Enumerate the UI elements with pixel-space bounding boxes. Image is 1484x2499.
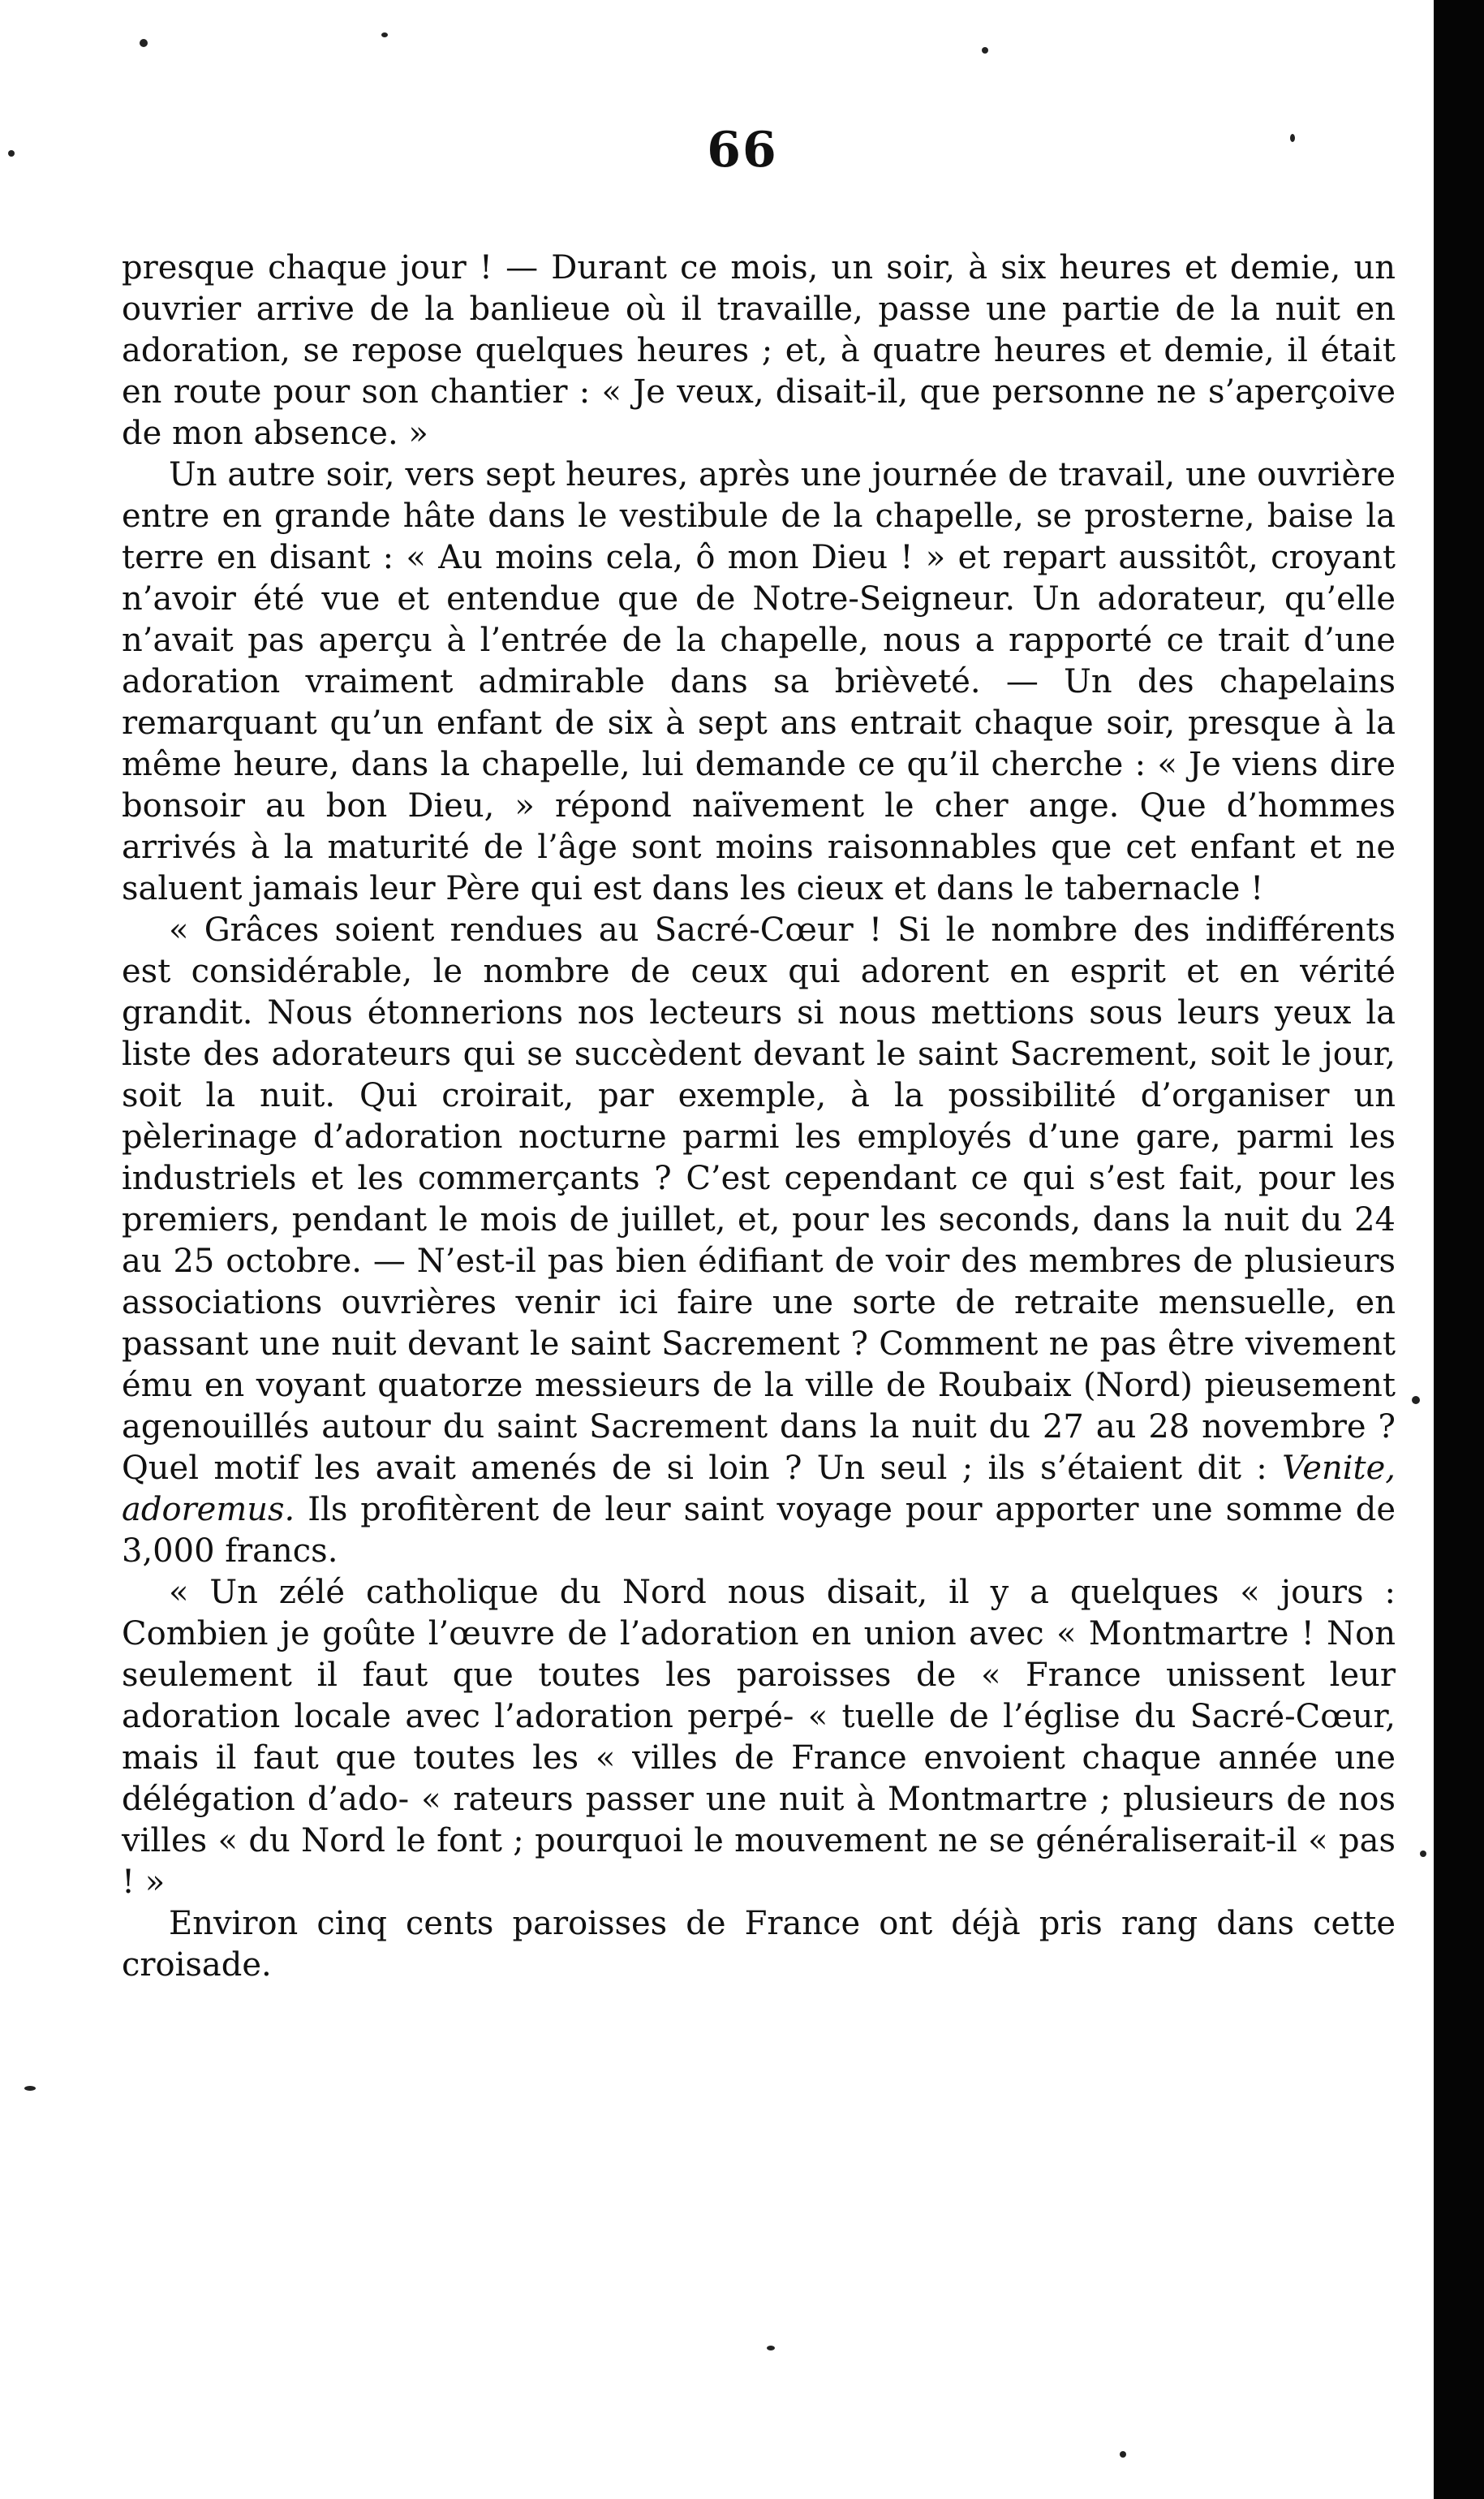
paragraph [122, 910, 1396, 1572]
binding-edge [1434, 0, 1484, 2499]
paragraph-text: « Grâces soient rendues au Sacré-Cœur ! Si le nombre des indifférents est considérable, le nombre de ceux qui adorent en esprit et en vérité grandit. Nous étonnerions nos lecteurs si nous mettions sous leurs yeux la liste des adorateurs qui se succèdent devant le saint Sacrement, soit le jour, soit la nuit. Qui croirait, par exemple, à la possibilité d’organiser un pèlerinage d’adoration nocturne parmi les employés d’une gare, parmi les industriels et les commerçants ? C’est cependant ce qui s’est fait, pour les premiers, pendant le mois de juillet, et, pour les seconds, dans la nuit du 24 au 25 octobre. — N’est-il pas bien édifiant de voir des membres de plusieurs associations ouvrières venir ici faire une sorte de retraite mensuelle, en passant une nuit devant le saint Sacrement ? Comment ne pas être vivement ému en voyant quatorze messieurs de la ville de Roubaix (Nord) pieusement agenouillés autour du saint Sacrement dans la nuit du 27 au 28 novembre ? Quel motif les avait amenés de si loin ? Un seul ; ils s’étaient dit : [122, 911, 1396, 1487]
paragraph-text: Ils profitèrent de leur saint voyage pour apporter une somme de 3,000 francs. [122, 1491, 1396, 1570]
print-speck [982, 47, 988, 54]
paragraph: Environ cinq cents paroisses de France ont déjà pris rang dans cette croisade. [122, 1905, 1396, 1984]
body-text [122, 248, 1396, 1986]
print-speck [8, 150, 15, 157]
paragraph: « Un zélé catholique du Nord nous disait, il y a quelques « jours : Combien je goûte l’œuvre de l’adoration en union avec « Montmartre ! Non seulement il faut que toutes les paroisses de « France unissent leur adoration locale avec l’adoration perpé- « tuelle de l’église du Sacré-Cœur, mais il faut que toutes les « villes de France envoient chaque année une délégation d’ado- « rateurs passer une nuit à Montmartre ; plusieurs de nos villes « du Nord le font ; pourquoi le mouvement ne se généraliserait-il « pas ! » [122, 1574, 1396, 1901]
paragraph: Un autre soir, vers sept heures, après une journée de travail, une ouvrière entre en grande hâte dans le vestibule de la chapelle, se prosterne, baise la terre en disant : « Au moins cela, ô mon Dieu ! » et repart aussitôt, croyant n’avoir été vue et entendue que de Notre-Seigneur. Un adorateur, qu’elle n’avait pas aperçu à l’entrée de la chapelle, nous a rapporté ce trait d’une adoration vraiment admirable dans sa brièveté. — Un des chapelains remarquant qu’un enfant de six à sept ans entrait chaque soir, presque à la même heure, dans la chapelle, lui demande ce qu’il cherche : « Je viens dire bonsoir au bon Dieu, » répond naïvement le cher ange. Que d’hommes arrivés à la maturité de l’âge sont moins raisonnables que cet enfant et ne saluent jamais leur Père qui est dans les cieux et dans le tabernacle ! [122, 456, 1396, 907]
latin-quote: Venite, adoremus. [122, 1450, 1396, 1528]
print-speck [1412, 1396, 1420, 1404]
page-number: 66 [707, 122, 778, 179]
print-speck [140, 39, 148, 47]
print-speck [24, 2086, 36, 2091]
print-speck [1120, 2451, 1126, 2458]
print-speck [381, 32, 388, 37]
print-speck [1290, 134, 1295, 142]
print-speck [1420, 1851, 1426, 1857]
paragraph: presque chaque jour ! — Durant ce mois, un soir, à six heures et demie, un ouvrier arrive de la banlieue où il travaille, passe une partie de la nuit en adoration, se repose quelques heures ; et, à quatre heures et demie, il était en route pour son chantier : « Je veux, disait-il, que personne ne s’aperçoive de mon absence. » [122, 249, 1396, 452]
print-speck [767, 2346, 775, 2350]
